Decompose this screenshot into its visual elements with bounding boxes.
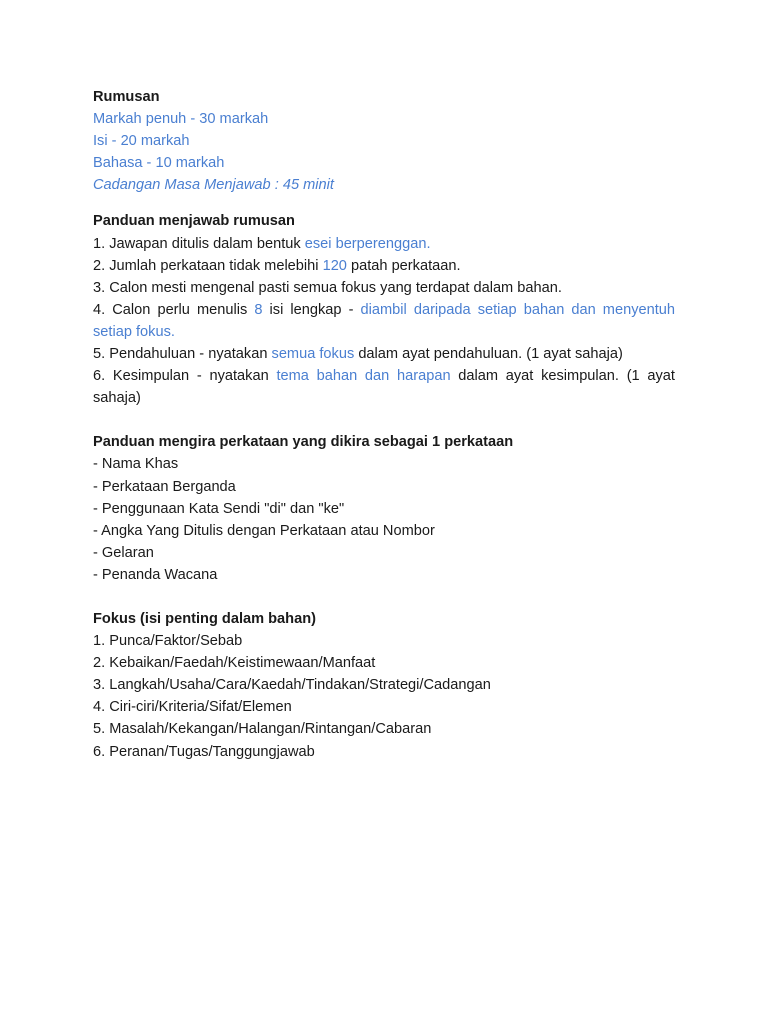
mengira-item: - Angka Yang Ditulis dengan Perkataan atau Nombor [93, 522, 435, 539]
panduan-item-2-text-end: patah perkataan. [346, 257, 461, 274]
panduan-item-1 [93, 233, 675, 255]
fokus-item: 2. Kebaikan/Faedah/Keistimewaan/Manfaat [93, 655, 376, 672]
panduan-item-2-text: 2. Jumlah perkataan tidak melebihi [93, 257, 323, 274]
panduan-mengira-heading: Panduan mengira perkataan yang dikira sebagai 1 perkataan [93, 434, 514, 451]
fokus-item: 4. Ciri-ciri/Kriteria/Sifat/Elemen [93, 699, 292, 716]
panduan-item-4-text: 4. Calon perlu menulis [93, 301, 255, 318]
mengira-item: - Gelaran [93, 544, 154, 561]
mengira-item: - Nama Khas [93, 456, 179, 473]
mengira-item: - Perkataan Berganda [93, 478, 236, 495]
markah-bahasa: Bahasa - 10 markah [93, 155, 225, 172]
panduan-item-4 [93, 299, 675, 343]
panduan-item-6-highlight: tema bahan dan harapan [276, 368, 451, 385]
rumusan-heading: Rumusan [93, 89, 160, 105]
panduan-item-5-highlight: semua fokus [271, 346, 355, 363]
markah-isi: Isi - 20 markah [93, 133, 190, 150]
panduan-item-3 [93, 277, 675, 299]
panduan-item-3-text: 3. Calon mesti mengenal pasti semua fokus yang terdapat dalam bahan. [93, 279, 562, 296]
mengira-item: - Penanda Wacana [93, 566, 218, 583]
markah-penuh: Markah penuh - 30 markah [93, 111, 269, 128]
panduan-item-5 [93, 343, 675, 365]
panduan-item-4-highlight: 8 [254, 301, 263, 318]
fokus-item: 6. Peranan/Tugas/Tanggungjawab [93, 743, 315, 760]
panduan-item-4-highlight-end: diambil daripada setiap bahan dan menyentuh setiap fokus. [93, 301, 676, 340]
fokus-item: 1. Punca/Faktor/Sebab [93, 633, 243, 650]
panduan-menjawab-heading: Panduan menjawab rumusan [93, 213, 295, 230]
panduan-item-5-text-end: dalam ayat pendahuluan. (1 ayat sahaja) [354, 346, 623, 363]
panduan-item-6 [93, 365, 675, 409]
panduan-item-1-highlight: esei berperenggan. [304, 235, 431, 252]
mengira-item: - Penggunaan Kata Sendi "di" dan "ke" [93, 500, 345, 517]
panduan-item-1-text: 1. Jawapan ditulis dalam bentuk [93, 235, 305, 252]
fokus-item: 3. Langkah/Usaha/Cara/Kaedah/Tindakan/Strategi/Cadangan [93, 677, 491, 694]
panduan-item-5-text: 5. Pendahuluan - nyatakan [93, 346, 272, 363]
panduan-item-6-text-end: dalam ayat kesimpulan. (1 ayat sahaja) [93, 368, 675, 407]
panduan-item-6-text: 6. Kesimpulan - nyatakan [93, 368, 277, 385]
fokus-heading: Fokus (isi penting dalam bahan) [93, 610, 316, 627]
panduan-item-2 [93, 255, 675, 277]
fokus-item: 5. Masalah/Kekangan/Halangan/Rintangan/Cabaran [93, 721, 432, 738]
cadangan-masa: Cadangan Masa Menjawab : 45 minit [93, 177, 334, 194]
panduan-item-2-highlight: 120 [322, 257, 347, 274]
panduan-item-4-text-mid: isi lengkap - [262, 301, 361, 318]
document-content [93, 86, 675, 763]
